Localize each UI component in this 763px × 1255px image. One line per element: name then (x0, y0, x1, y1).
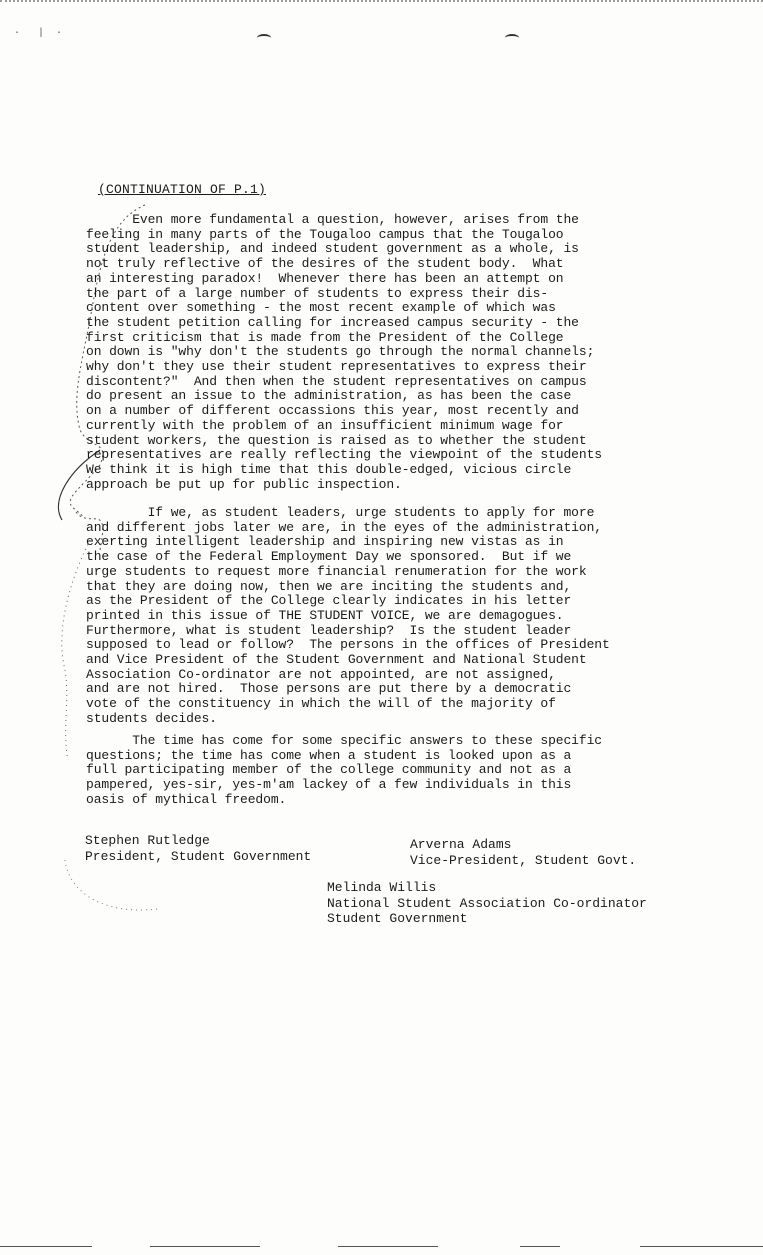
paragraph-3 (86, 734, 602, 808)
signatory-name: Arverna Adams (410, 837, 512, 852)
bottom-rule-segment (0, 1246, 92, 1247)
signatory-name: Melinda Willis (327, 880, 437, 895)
text-line: full participating member of the college community and not as a (86, 762, 572, 778)
bottom-rule-segment (640, 1246, 763, 1247)
signatory-title: President, Student Government (85, 848, 312, 864)
scan-mark-left (257, 34, 271, 42)
text-line: Furthermore, what is student leadership? Is the student leader (86, 622, 572, 638)
text-line: the student petition calling for increased campus security - the (86, 314, 579, 330)
text-line: Association Co-ordinator are not appointed, are not assigned, (86, 666, 556, 682)
text-line: vote of the constituency in which the will of the majority of (86, 696, 556, 712)
scan-mark-right (505, 34, 519, 42)
text-line: the case of the Federal Employment Day we sponsored. But if we (86, 549, 572, 565)
text-line: exerting intelligent leadership and inspiring new vistas as in (86, 534, 564, 550)
perforated-edge (0, 0, 763, 6)
continuation-heading: (CONTINUATION OF P.1) (98, 182, 267, 197)
text-line: that they are doing now, then we are inciting the students and, (86, 578, 572, 594)
text-line: and are not hired. Those persons are put there by a democratic (86, 681, 572, 697)
text-line: Even more fundamental a question, however, arises from the (86, 212, 579, 227)
text-line: urge students to request more financial renumeration for the work (86, 563, 587, 579)
text-line: content over something - the most recent example of which was (86, 300, 556, 316)
signatory-title: National Student Association Co-ordinator (327, 895, 647, 911)
paragraph-2 (86, 506, 610, 727)
text-line: student workers, the question is raised as to whether the student (86, 432, 587, 448)
text-line: and Vice President of the Student Government and National Student (86, 652, 587, 668)
text-line: an interesting paradox! Whenever there has been an attempt on (86, 270, 564, 286)
bottom-rule-segment (520, 1246, 560, 1247)
signatory-title-line-2: Student Government (327, 911, 468, 926)
text-line: oasis of mythical freedom. (86, 791, 287, 807)
text-line: pampered, yes-sir, yes-m'am lackey of a few individuals in this (86, 777, 572, 793)
text-line: student leadership, and indeed student government as a whole, is (86, 241, 579, 257)
text-line: why don't they use their student representatives to express their (86, 359, 587, 375)
text-line: feeling in many parts of the Tougaloo campus that the Tougaloo (86, 226, 564, 242)
text-line: supposed to lead or follow? The persons in the offices of President (86, 637, 610, 653)
text-line: do present an issue to the administration, as has been the case (86, 388, 572, 404)
text-line: approach be put up for public inspection. (86, 476, 402, 492)
signatory-title: Vice-President, Student Govt. (410, 852, 637, 868)
text-line: the part of a large number of students to express their dis- (86, 285, 549, 301)
text-line: as the President of the College clearly indicates in his letter (86, 593, 572, 609)
text-line: currently with the problem of an insufficient minimum wage for (86, 417, 564, 433)
signature-block-nsa-coordinator (327, 880, 647, 927)
text-line: We think it is high time that this double-edged, vicious circle (86, 461, 572, 477)
text-line: discontent?" And then when the student representatives on campus (86, 373, 587, 389)
signature-block-vice-president (410, 837, 636, 868)
text-line: and different jobs later we are, in the eyes of the administration, (86, 519, 602, 535)
text-line: first criticism that is made from the President of the College (86, 329, 564, 345)
text-line: The time has come for some specific answers to these specific (86, 733, 602, 748)
text-line: representatives are really reflecting the viewpoint of the students (86, 447, 602, 463)
text-line: on down is "why don't the students go through the normal channels; (86, 344, 595, 360)
text-line: If we, as student leaders, urge students to apply for more (86, 505, 595, 520)
text-line: not truly reflective of the desires of the student body. What (86, 256, 564, 272)
scan-specks: · | · (14, 28, 63, 39)
signature-block-president (85, 833, 311, 864)
bottom-rule-segment (338, 1246, 438, 1247)
text-line: questions; the time has come when a student is looked upon as a (86, 747, 572, 763)
paragraph-1 (86, 213, 602, 492)
text-line: on a number of different occassions this year, most recently and (86, 403, 579, 419)
bottom-rule-segment (150, 1246, 260, 1247)
signatory-name: Stephen Rutledge (85, 833, 210, 848)
text-line: students decides. (86, 710, 217, 726)
text-line: printed in this issue of THE STUDENT VOICE, we are demagogues. (86, 607, 564, 623)
